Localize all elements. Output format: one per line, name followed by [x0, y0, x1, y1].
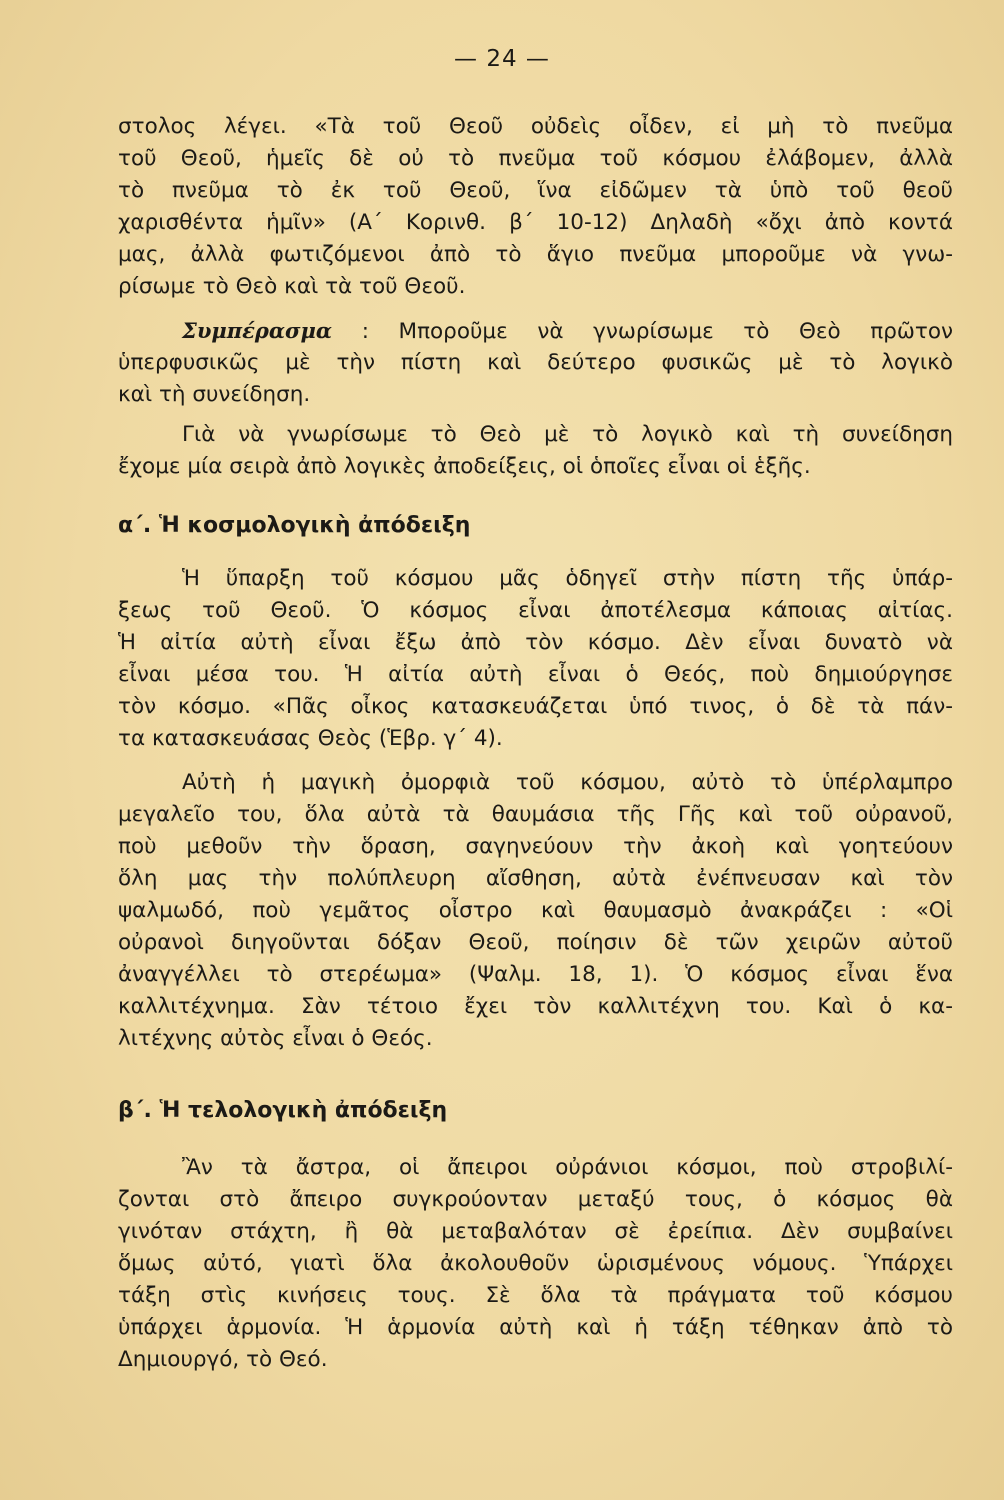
paragraph-teleological: [118, 1152, 953, 1376]
section-heading-teleological: β΄. Ἡ τελολογικὴ ἀπόδειξη: [118, 1098, 448, 1123]
text-line: γινόταν στάχτη, ἢ θὰ μεταβαλόταν σὲ ἐρείπια. Δὲν συμβαίνει: [118, 1219, 953, 1244]
text-line: ὑπερφυσικῶς μὲ τὴν πίστη καὶ δεύτερο φυσικῶς μὲ τὸ λογικὸ: [118, 350, 953, 375]
conclusion-label: Συμπέρασμα: [182, 318, 333, 343]
paragraph-beauty: [118, 767, 953, 1055]
text-line: Ἡ ὕπαρξη τοῦ κόσμου μᾶς ὁδηγεῖ στὴν πίστη τῆς ὑπάρ-: [182, 566, 953, 591]
text-line: Αὐτὴ ἡ μαγικὴ ὀμορφιὰ τοῦ κόσμου, αὐτὸ τὸ ὑπέρλαμπρο: [182, 770, 953, 795]
page-number: — 24 —: [454, 46, 550, 72]
text-line: μεγαλεῖο του, ὅλα αὐτὰ τὰ θαυμάσια τῆς Γῆς καὶ τοῦ οὐρανοῦ,: [118, 802, 953, 827]
conclusion-text: : Μποροῦμε νὰ γνωρίσωμε τὸ Θεὸ πρῶτον: [361, 319, 953, 344]
paragraph-intro: [118, 419, 953, 483]
text-line: ἀναγγέλλει τὸ στερέωμα» (Ψαλμ. 18, 1). Ὁ κόσμος εἶναι ἕνα: [118, 962, 953, 987]
text-line: τάξη στὶς κινήσεις τους. Σὲ ὅλα τὰ πράγματα τοῦ κόσμου: [118, 1283, 953, 1308]
text-line: ξεως τοῦ Θεοῦ. Ὁ κόσμος εἶναι ἀποτέλεσμα κάποιας αἰτίας.: [118, 598, 953, 623]
text-line: τα κατασκευάσας Θεὸς (Ἑβρ. γ΄ 4).: [118, 726, 503, 751]
text-line: Ἂν τὰ ἄστρα, οἱ ἄπειροι οὐράνιοι κόσμοι, ποὺ στροβιλί-: [182, 1155, 953, 1180]
text-line: καὶ τὴ συνείδηση.: [118, 382, 311, 407]
text-line: οὐρανοὶ διηγοῦνται δόξαν Θεοῦ, ποίησιν δὲ τῶν χειρῶν αὐτοῦ: [118, 930, 953, 955]
text-line: ὅλη μας τὴν πολύπλευρη αἴσθηση, αὐτὰ ἐνέπνευσαν καὶ τὸν: [118, 866, 953, 891]
text-line: Ἡ αἰτία αὐτὴ εἶναι ἔξω ἀπὸ τὸν κόσμο. Δὲν εἶναι δυνατὸ νὰ: [118, 630, 953, 655]
text-line: ρίσωμε τὸ Θεὸ καὶ τὰ τοῦ Θεοῦ.: [118, 274, 466, 299]
text-line: τοῦ Θεοῦ, ἡμεῖς δὲ οὐ τὸ πνεῦμα τοῦ κόσμου ἐλάβομεν, ἀλλὰ: [118, 146, 953, 171]
text-line: ζονται στὸ ἄπειρο συγκρούονταν μεταξύ τους, ὁ κόσμος θὰ: [118, 1187, 953, 1212]
text-line: Δημιουργό, τὸ Θεό.: [118, 1347, 328, 1372]
text-line: ἔχομε μία σειρὰ ἀπὸ λογικὲς ἀποδείξεις, οἱ ὁποῖες εἶναι οἱ ἑξῆς.: [118, 454, 811, 479]
text-line: τὸν κόσμο. «Πᾶς οἶκος κατασκευάζεται ὑπό τινος, ὁ δὲ τὰ πάν-: [118, 694, 953, 719]
text-line: ὑπάρχει ἁρμονία. Ἡ ἁρμονία αὐτὴ καὶ ἡ τάξη τέθηκαν ἀπὸ τὸ: [118, 1315, 953, 1340]
text-line: στολος λέγει. «Τὰ τοῦ Θεοῦ οὐδεὶς οἶδεν, εἰ μὴ τὸ πνεῦμα: [118, 114, 953, 139]
text-line: καλλιτέχνημα. Σὰν τέτοιο ἔχει τὸν καλλιτέχνη του. Καὶ ὁ κα-: [118, 994, 953, 1019]
paragraph-quote: [118, 111, 953, 303]
text-line: ποὺ μεθοῦν τὴν ὅραση, σαγηνεύουν τὴν ἀκοὴ καὶ γοητεύουν: [118, 834, 953, 859]
text-line: ψαλμωδό, ποὺ γεμᾶτος οἶστρο καὶ θαυμασμὸ ἀνακράζει : «Οἱ: [118, 898, 953, 923]
text-line: χαρισθέντα ἡμῖν» (Α΄ Κορινθ. β΄ 10-12) Δηλαδὴ «ὄχι ἀπὸ κοντά: [118, 210, 953, 235]
text-line: ὅμως αὐτό, γιατὶ ὅλα ἀκολουθοῦν ὡρισμένους νόμους. Ὑπάρχει: [118, 1251, 953, 1276]
paragraph-conclusion: [118, 315, 953, 411]
paragraph-cosmological: [118, 563, 953, 755]
text-line: Γιὰ νὰ γνωρίσωμε τὸ Θεὸ μὲ τὸ λογικὸ καὶ τὴ συνείδηση: [182, 422, 953, 447]
text-line: μας, ἀλλὰ φωτιζόμενοι ἀπὸ τὸ ἅγιο πνεῦμα μποροῦμε νὰ γνω-: [118, 242, 953, 267]
text-line: [118, 315, 953, 347]
text-line: λιτέχνης αὐτὸς εἶναι ὁ Θεός.: [118, 1026, 433, 1051]
section-heading-cosmological: α΄. Ἡ κοσμολογικὴ ἀπόδειξη: [118, 513, 471, 538]
text-line: εἶναι μέσα του. Ἡ αἰτία αὐτὴ εἶναι ὁ Θεός, ποὺ δημιούργησε: [118, 662, 953, 687]
text-line: τὸ πνεῦμα τὸ ἐκ τοῦ Θεοῦ, ἵνα εἰδῶμεν τὰ ὑπὸ τοῦ θεοῦ: [118, 178, 953, 203]
